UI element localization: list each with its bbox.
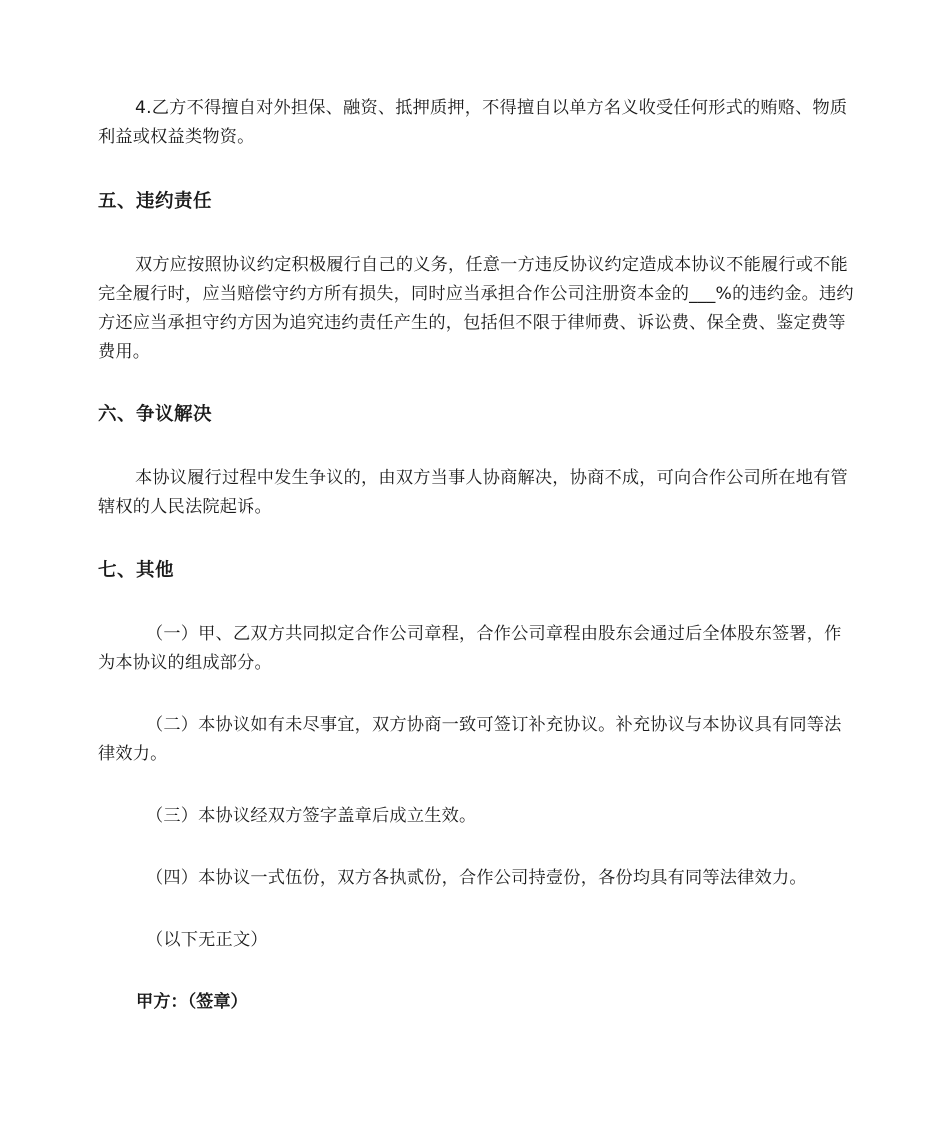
section-7-item-1: （一）甲、乙双方共同拟定合作公司章程，合作公司章程由股东会通过后全体股东签署，作为本协议的组成部分。 <box>98 624 842 673</box>
clause-4-paragraph: 4.乙方不得擅自对外担保、融资、抵押质押，不得擅自以单方名义收受任何形式的贿赂、物质利益或权益类物资。 <box>98 98 848 147</box>
section-6-heading: 六、争议解决 <box>98 404 213 425</box>
party-a-signature-label: 甲方：（签章） <box>136 992 248 1012</box>
section-5-heading: 五、违约责任 <box>98 191 213 212</box>
section-7-heading: 七、其他 <box>98 560 175 581</box>
section-5-body: 双方应按照协议约定积极履行自己的义务，任意一方违反协议约定造成本协议不能履行或不能完全履行时，应当赔偿守约方所有损失，同时应当承担合作公司注册资本金的___%的违约金。违约方还应当承担守约方因为追究违约责任产生的，包括但不限于律师费、诉讼费、保全费、鉴定费等费用。 <box>98 255 854 362</box>
section-7-item-4: （四）本协议一式伍份，双方各执贰份，合作公司持壹份，各份均具有同等法律效力。 <box>146 868 807 888</box>
section-7-item-3: （三）本协议经双方签字盖章后成立生效。 <box>146 806 477 826</box>
section-7-item-2: （二）本协议如有未尽事宜，双方协商一致可签订补充协议。补充协议与本协议具有同等法律效力。 <box>98 715 842 764</box>
no-more-text-note: （以下无正文） <box>146 930 268 950</box>
section-6-body: 本协议履行过程中发生争议的，由双方当事人协商解决，协商不成，可向合作公司所在地有管辖权的人民法院起诉。 <box>98 468 848 517</box>
